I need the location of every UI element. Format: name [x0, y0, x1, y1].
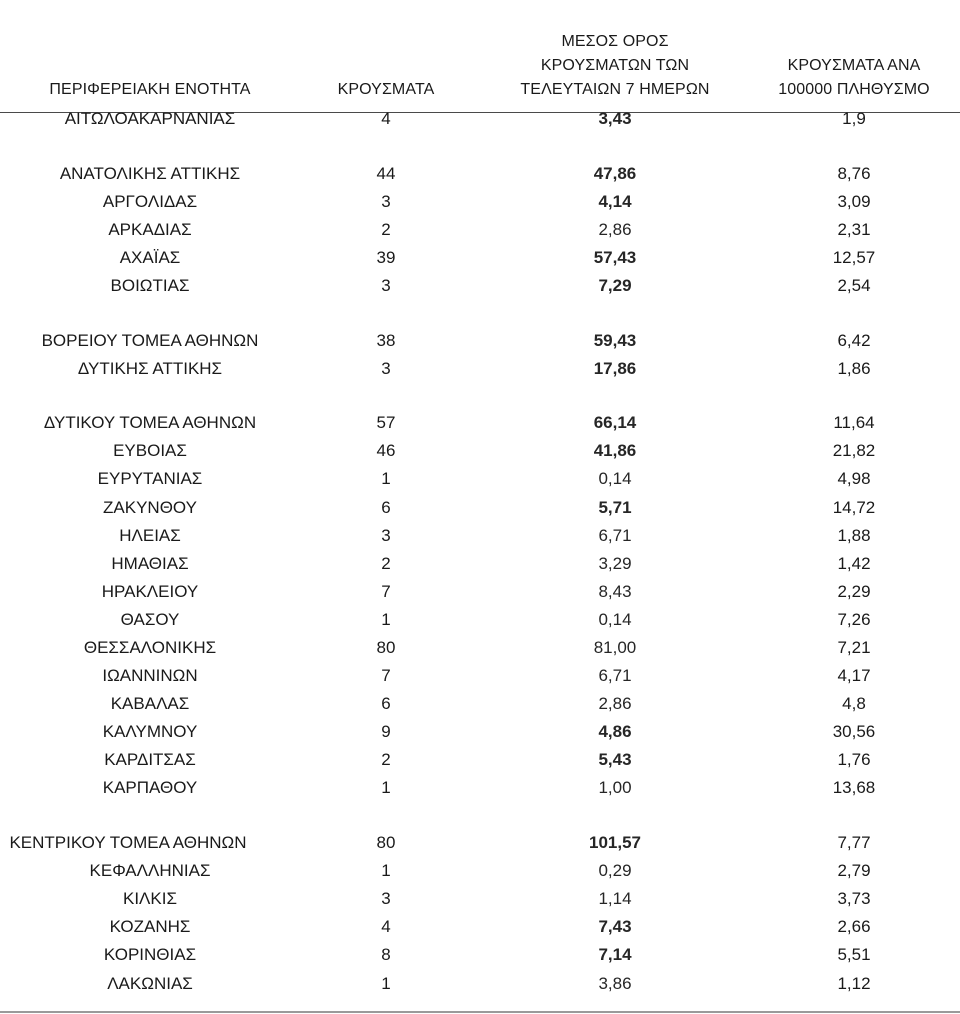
- region-name: ΘΕΣΣΑΛΟΝΙΚΗΣ: [83, 638, 217, 657]
- table-row: [0, 244, 960, 272]
- per100k-value: 2,29: [837, 581, 871, 601]
- avg-value: 0,14: [598, 609, 632, 629]
- cases-value: 1: [381, 861, 391, 881]
- per100k-value: 1,42: [837, 553, 871, 573]
- avg-value: 2,86: [598, 694, 632, 714]
- per100k-value: 11,64: [833, 413, 875, 433]
- cases-value: 9: [381, 722, 391, 742]
- cases-value: 38: [376, 330, 396, 350]
- per100k-value: 2,31: [837, 219, 871, 239]
- per100k-value: 8,76: [837, 163, 871, 183]
- per100k-value: 3,09: [837, 191, 871, 211]
- avg-value: 7,29: [598, 275, 632, 295]
- avg-value: 7,43: [598, 917, 632, 937]
- region-name: ΒΟΡΕΙΟΥ ΤΟΜΕΑ ΑΘΗΝΩΝ: [41, 330, 259, 350]
- region-name: ΙΩΑΝΝΙΝΩΝ: [102, 666, 198, 686]
- table-row: [0, 272, 960, 300]
- cases-value: 80: [376, 833, 396, 853]
- per100k-value: 7,21: [837, 638, 871, 657]
- header-region: ΠΕΡΙΦΕΡΕΙΑΚΗ ΕΝΟΤΗΤΑ: [49, 81, 251, 98]
- table-row: [0, 578, 960, 606]
- table-row: [0, 913, 960, 941]
- table-row: [0, 216, 960, 244]
- cases-value: 3: [381, 889, 391, 909]
- region-name: ΚΑΡΔΙΤΣΑΣ: [104, 750, 196, 770]
- avg-value: 57,43: [593, 247, 637, 267]
- table-row: [0, 718, 960, 746]
- table-row: [0, 970, 960, 998]
- avg-value: 4,14: [598, 191, 632, 211]
- avg-value: 81,00: [593, 638, 637, 657]
- per100k-value: 6,42: [837, 330, 871, 350]
- per100k-value: 5,51: [837, 945, 871, 965]
- avg-value: 17,86: [593, 358, 637, 378]
- per100k-value: 7,26: [837, 609, 871, 629]
- table-row: [0, 355, 960, 383]
- cases-value: 4: [381, 917, 391, 937]
- per100k-value: 12,57: [832, 247, 876, 267]
- avg-value: 3,43: [598, 109, 632, 128]
- table-row: [0, 690, 960, 718]
- table-header: [0, 0, 960, 113]
- table-row: [0, 160, 960, 188]
- cases-value: 3: [381, 525, 391, 545]
- table-row: [0, 885, 960, 913]
- cases-value: 4: [381, 109, 391, 128]
- table-row: [0, 105, 960, 133]
- region-name: ΚΕΝΤΡΙΚΟΥ ΤΟΜΕΑ ΑΘΗΝΩΝ: [9, 833, 247, 853]
- avg-value: 1,14: [598, 889, 632, 909]
- avg-value: 5,71: [598, 497, 632, 517]
- region-name: ΗΛΕΙΑΣ: [119, 525, 181, 545]
- cases-value: 1: [381, 609, 391, 629]
- cases-value: 80: [376, 638, 396, 657]
- per100k-value: 4,98: [837, 469, 871, 489]
- region-name: ΔΥΤΙΚΟΥ ΤΟΜΕΑ ΑΘΗΝΩΝ: [43, 413, 257, 433]
- cases-value: 57: [376, 413, 396, 433]
- region-name: ΑΝΑΤΟΛΙΚΗΣ ΑΤΤΙΚΗΣ: [59, 163, 241, 183]
- header-cases: ΚΡΟΥΣΜΑΤΑ: [337, 81, 435, 98]
- region-name: ΚΑΛΥΜΝΟΥ: [102, 722, 198, 742]
- table-row: [0, 327, 960, 355]
- per100k-value: 14,72: [832, 497, 876, 517]
- table-row: [0, 746, 960, 774]
- cases-value: 39: [376, 247, 396, 267]
- avg-value: 41,86: [593, 441, 637, 461]
- table-row: [0, 634, 960, 662]
- per100k-value: 2,79: [837, 861, 871, 881]
- region-name: ΑΙΤΩΛΟΑΚΑΡΝΑΝΙΑΣ: [64, 109, 236, 128]
- avg-value: 4,86: [598, 722, 632, 742]
- region-name: ΑΧΑΪΑΣ: [119, 247, 181, 267]
- table-row: [0, 941, 960, 969]
- table-row: [0, 522, 960, 550]
- avg-value: 1,00: [598, 778, 632, 798]
- table-row: [0, 188, 960, 216]
- cases-value: 1: [381, 469, 391, 489]
- region-name: ΚΕΦΑΛΛΗΝΙΑΣ: [89, 861, 211, 881]
- avg-value: 2,86: [598, 219, 632, 239]
- per100k-value: 7,77: [837, 833, 871, 853]
- table-row: [0, 465, 960, 493]
- per100k-value: 1,76: [837, 750, 871, 770]
- per100k-value: 1,12: [837, 973, 871, 993]
- per100k-value: 30,56: [832, 722, 876, 742]
- avg-value: 0,14: [598, 469, 632, 489]
- region-name: ΘΑΣΟΥ: [120, 609, 180, 629]
- per100k-value: 1,9: [842, 109, 866, 128]
- cases-value: 6: [381, 497, 391, 517]
- avg-value: 5,43: [598, 750, 632, 770]
- region-name: ΑΡΚΑΔΙΑΣ: [108, 219, 192, 239]
- per100k-value: 1,86: [837, 358, 871, 378]
- region-name: ΛΑΚΩΝΙΑΣ: [107, 973, 193, 993]
- avg-value: 59,43: [593, 330, 637, 350]
- region-name: ΚΑΒΑΛΑΣ: [110, 694, 190, 714]
- table-row: [0, 494, 960, 522]
- region-name: ΚΟΡΙΝΘΙΑΣ: [103, 945, 197, 965]
- table-row: [0, 606, 960, 634]
- region-name: ΑΡΓΟΛΙΔΑΣ: [102, 191, 198, 211]
- region-name: ΚΑΡΠΑΘΟΥ: [102, 778, 198, 798]
- cases-value: 7: [381, 581, 391, 601]
- avg-value: 7,14: [598, 945, 632, 965]
- cases-value: 46: [376, 441, 396, 461]
- per100k-value: 3,73: [837, 889, 871, 909]
- region-name: ΕΥΡΥΤΑΝΙΑΣ: [97, 469, 203, 489]
- table-row: [0, 550, 960, 578]
- cases-value: 6: [381, 694, 391, 714]
- cases-value: 3: [381, 275, 391, 295]
- region-name: ΕΥΒΟΙΑΣ: [113, 441, 187, 461]
- cases-value: 7: [381, 666, 391, 686]
- per100k-value: 1,88: [837, 525, 871, 545]
- avg-value: 3,86: [598, 973, 632, 993]
- table-row: [0, 857, 960, 885]
- avg-value: 47,86: [593, 163, 637, 183]
- cases-value: 8: [381, 945, 391, 965]
- per100k-value: 4,8: [842, 694, 866, 714]
- avg-value: 6,71: [598, 666, 632, 686]
- avg-value: 66,14: [593, 413, 637, 433]
- region-name: ΖΑΚΥΝΘΟΥ: [103, 497, 197, 517]
- table-row: [0, 409, 960, 437]
- region-name: ΒΟΙΩΤΙΑΣ: [110, 275, 190, 295]
- region-name: ΚΟΖΑΝΗΣ: [109, 917, 191, 937]
- avg-value: 0,29: [598, 861, 632, 881]
- avg-value: 6,71: [598, 525, 632, 545]
- avg-value: 8,43: [598, 581, 632, 601]
- per100k-value: 4,17: [837, 666, 871, 686]
- table-row: [0, 662, 960, 690]
- header-cases-per-100k: ΚΡΟΥΣΜΑΤΑ ΑΝΑ 100000 ΠΛΗΘΥΣΜΟ: [778, 57, 930, 98]
- avg-value: 3,29: [598, 553, 632, 573]
- region-name: ΚΙΛΚΙΣ: [123, 889, 177, 909]
- cases-value: 3: [381, 191, 391, 211]
- per100k-value: 2,66: [837, 917, 871, 937]
- region-name: ΗΡΑΚΛΕΙΟΥ: [101, 581, 199, 601]
- avg-value: 101,57: [589, 833, 641, 853]
- cases-value: 1: [381, 778, 391, 798]
- per100k-value: 21,82: [832, 441, 876, 461]
- region-name: ΗΜΑΘΙΑΣ: [111, 553, 189, 573]
- table-body: [0, 105, 960, 998]
- per100k-value: 13,68: [832, 778, 876, 798]
- cases-value: 1: [381, 973, 391, 993]
- cases-value: 2: [381, 219, 391, 239]
- per100k-value: 2,54: [837, 275, 871, 295]
- cases-value: 2: [381, 553, 391, 573]
- header-7day-average: ΜΕΣΟΣ ΟΡΟΣ ΚΡΟΥΣΜΑΤΩΝ ΤΩΝ ΤΕΛΕΥΤΑΙΩΝ 7 ΗΜΕΡΩΝ: [520, 33, 710, 98]
- cases-value: 44: [376, 163, 396, 183]
- cases-value: 3: [381, 358, 391, 378]
- table-row: [0, 437, 960, 465]
- region-name: ΔΥΤΙΚΗΣ ΑΤΤΙΚΗΣ: [77, 358, 223, 378]
- cases-value: 2: [381, 750, 391, 770]
- table-row: [0, 774, 960, 802]
- table-row: [0, 829, 960, 857]
- bottom-border: [0, 1011, 960, 1013]
